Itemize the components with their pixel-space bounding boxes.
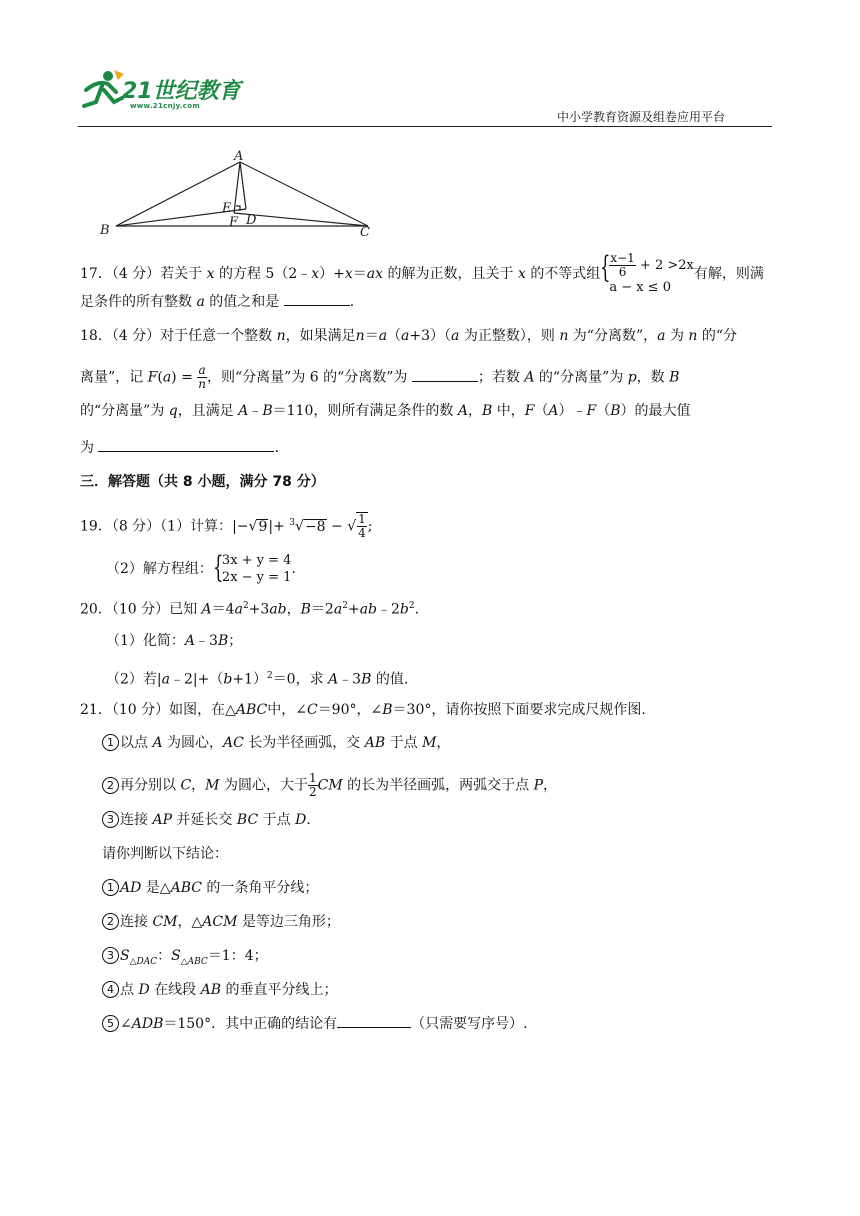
logo-url: www.21cnjy.com <box>130 102 200 110</box>
q17-inequality-system: { $\frac{x-1}{6}$ + 2 >2x a − x ≤ 0 <box>600 250 694 295</box>
q21-step3: 3 连接 AP 并延长交 BC 于点 D. <box>102 810 311 830</box>
label-D: D <box>246 213 257 228</box>
q21-conclusion-3: 3 $S_{\triangle DAC}$：$S_{\triangle ABC}=1$：4； <box>102 946 268 972</box>
label-F: F <box>229 215 239 230</box>
label-B: B <box>100 223 110 236</box>
q17-line2: 足条件的所有整数 a 的值之和是 . <box>80 291 354 312</box>
q21-answer-blank[interactable] <box>337 1013 411 1028</box>
section-3-heading: 三．解答题（共 8 小题，满分 78 分） <box>80 474 325 490</box>
label-C: C <box>360 225 370 236</box>
q18-answer-blank-1[interactable] <box>412 367 478 382</box>
q17-answer-blank[interactable] <box>284 291 350 306</box>
q21-conclusion-1: 1 AD 是△ABC 的一条角平分线； <box>102 878 318 898</box>
q21-step1: 1 以点 A 为圆心，AC 长为半径画弧，交 AB 于点 M， <box>102 733 450 753</box>
runner-logo-icon <box>78 68 126 110</box>
q21-judge: 请你判断以下结论： <box>102 846 228 862</box>
q17-line1: 17．（4 分）若关于 x 的方程 5（2﹣x）+x＝ax 的解为正数，且关于 x 的不等式组 { $\frac{x-1}{6}$ + 2 >2x a − x ≤ 0 有解，则满 <box>80 250 764 295</box>
label-E: E <box>222 201 232 216</box>
triangle-figure <box>96 146 396 236</box>
label-A: A <box>234 149 244 164</box>
q20-line2: （1）化简：A﹣3B； <box>106 633 243 649</box>
q21-conclusion-2: 2 连接 CM，△ACM 是等边三角形； <box>102 912 340 932</box>
platform-title: 中小学教育资源及组卷应用平台 <box>557 110 726 124</box>
q21-conclusion-4: 4 点 D 在线段 AB 的垂直平分线上； <box>102 980 337 1000</box>
q21-step2: 2 再分别以 C，M 为圆心，大于 $\frac{1}{2}$ CM 的长为半径画弧，两弧交于点 P， <box>102 772 557 799</box>
q18-line2: 离量”，记 F(a) = $\frac{a}{n}$ ，则“分离量”为 6 的“分离数”为 ；若数 A 的“分离量”为 p，数 B <box>80 363 680 391</box>
q18-line3: 的“分离量”为 q，且满足 A﹣B＝110，则所有满足条件的数 A，B 中，F（A）﹣F（B）的最大值 <box>80 403 691 419</box>
q20-line1: 20．（10 分）已知 $A=4a^2+3ab$，$B=2a^2+ab﹣2b^2$. <box>80 601 420 618</box>
q18-line4: 为 . <box>80 437 279 458</box>
q19-line1: 19．（8 分）（1）计算：|−√9|+ $^3$√−8 − √ $\frac{1}{4}$ ; <box>80 512 373 540</box>
q20-line3: （2）若$|a﹣2|+(b+1)^2=0$，求 A﹣3B 的值. <box>106 671 409 688</box>
q19-equation-system: { 3x + y = 4 2x − y = 1 <box>212 550 292 585</box>
q19-line2: （2）解方程组： { 3x + y = 4 2x − y = 1 . <box>106 550 296 585</box>
q18-answer-blank-2[interactable] <box>98 437 274 452</box>
header-rule <box>78 126 772 127</box>
q21-line1: 21．（10 分）如图，在△ABC中，∠C＝90°，∠B＝30°，请你按照下面要求完成尺规作图. <box>80 702 646 718</box>
logo-text: 21世纪教育 <box>122 79 241 104</box>
logo <box>78 68 248 114</box>
q21-conclusion-5: 5 ∠ADB＝150°．其中正确的结论有 （只需要写序号）. <box>102 1013 528 1034</box>
q18-line1: 18．（4 分）对于任意一个整数 n，如果满足n＝a（a+3）（a 为正整数），则 n 为“分离数”，a 为 n 的“分 <box>80 328 738 344</box>
